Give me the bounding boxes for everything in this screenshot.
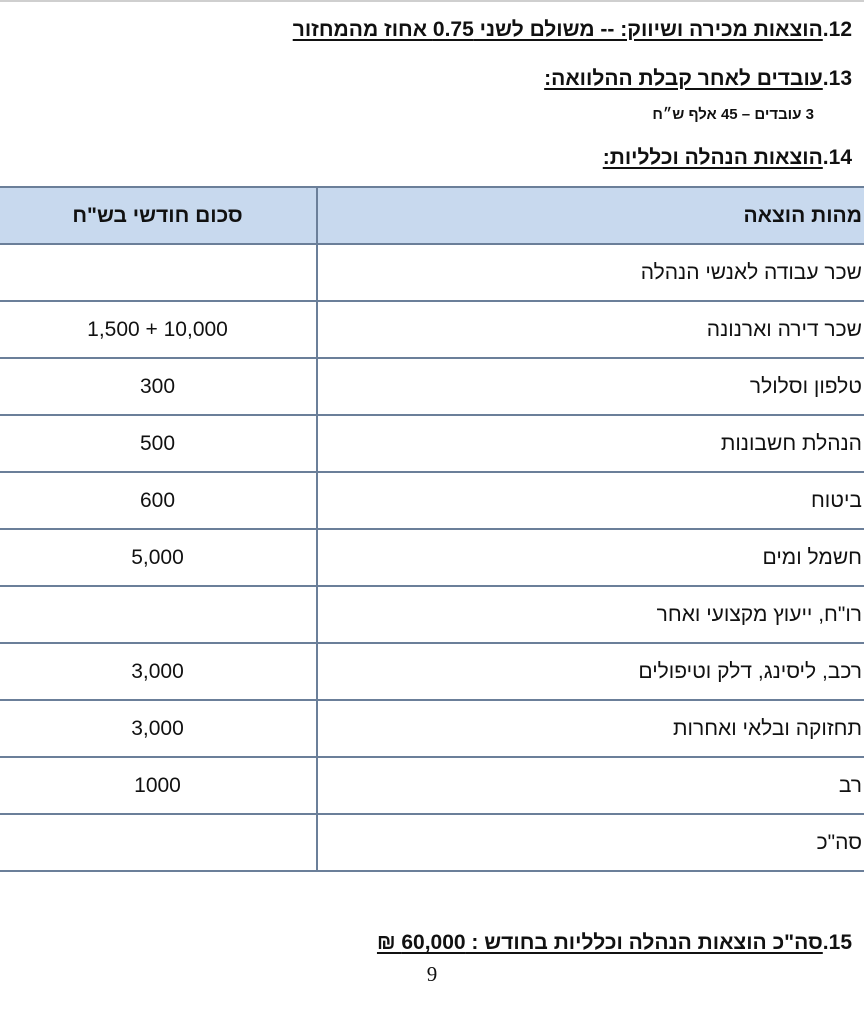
amount-cell: [0, 244, 317, 301]
amount-value: 500: [139, 431, 176, 455]
amount-cell: [0, 529, 317, 586]
table-row: [0, 586, 864, 643]
header-monthly-amount: סכום חודשי בש"ח: [0, 187, 317, 244]
expense-type-cell: שכר עבודה לאנשי הנהלה: [317, 244, 864, 301]
expense-type-cell: הנהלת חשבונות: [317, 415, 864, 472]
section-12-heading: [293, 17, 852, 43]
amount-cell: [0, 301, 317, 358]
section-14-title: הוצאות הנהלה וכלליות:: [602, 146, 823, 169]
table-row: [0, 358, 864, 415]
expense-type-cell: סה"כ: [317, 814, 864, 871]
amount-cell: [0, 643, 317, 700]
expense-type-cell: תחזוקה ובלאי ואחרות: [317, 700, 864, 757]
table-row: [0, 244, 864, 301]
amount-cell: [0, 757, 317, 814]
table-header-row: [0, 187, 864, 244]
amount-value: 600: [139, 488, 176, 512]
amount-cell: [0, 358, 317, 415]
table-row: [0, 529, 864, 586]
amount-value: 5,000: [131, 545, 184, 569]
section-15-heading: [377, 930, 852, 956]
amount-value: 1,500 + 10,000: [87, 317, 228, 341]
amount-cell: [0, 472, 317, 529]
amount-cell: [0, 814, 317, 871]
table-row: [0, 757, 864, 814]
table-row: [0, 814, 864, 871]
top-rule: [0, 0, 864, 2]
amount-value: 3,000: [131, 716, 184, 740]
section-13-number: 13.: [822, 67, 852, 90]
header-expense-type: מהות הוצאה: [317, 187, 864, 244]
table-row: [0, 472, 864, 529]
section-14-number: 14.: [822, 146, 852, 169]
table-row: [0, 643, 864, 700]
amount-cell: [0, 586, 317, 643]
amount-value: 1000: [134, 773, 181, 797]
table-row: [0, 700, 864, 757]
expense-type-cell: ביטוח: [317, 472, 864, 529]
section-12-title: הוצאות מכירה ושיווק: -- משולם לשני 0.75 אחוז מהמחזור: [292, 18, 823, 41]
expense-type-cell: רו"ח, ייעוץ מקצועי ואחר: [317, 586, 864, 643]
expense-type-cell: שכר דירה וארנונה: [317, 301, 864, 358]
expense-type-cell: רב: [317, 757, 864, 814]
section-15-title: סה"כ הוצאות הנהלה וכלליות בחודש : 60,000 ₪: [376, 931, 823, 954]
expenses-table: [0, 186, 864, 872]
section-13-heading: [544, 66, 852, 92]
amount-cell: [0, 700, 317, 757]
amount-cell: [0, 415, 317, 472]
page-number: 9: [426, 962, 438, 986]
section-15-number: 15.: [822, 931, 852, 954]
section-13-title: עובדים לאחר קבלת ההלוואה:: [544, 67, 823, 90]
table-row: [0, 301, 864, 358]
section-13-detail: 3 עובדים – 45 אלף ש״ח: [652, 106, 814, 123]
amount-value: 3,000: [131, 659, 184, 683]
expense-type-cell: חשמל ומים: [317, 529, 864, 586]
table-row: [0, 415, 864, 472]
section-14-heading: [603, 145, 852, 171]
section-12-number: 12.: [822, 18, 852, 41]
expense-type-cell: רכב, ליסינג, דלק וטיפולים: [317, 643, 864, 700]
expense-type-cell: טלפון וסלולר: [317, 358, 864, 415]
amount-value: 300: [139, 374, 176, 398]
